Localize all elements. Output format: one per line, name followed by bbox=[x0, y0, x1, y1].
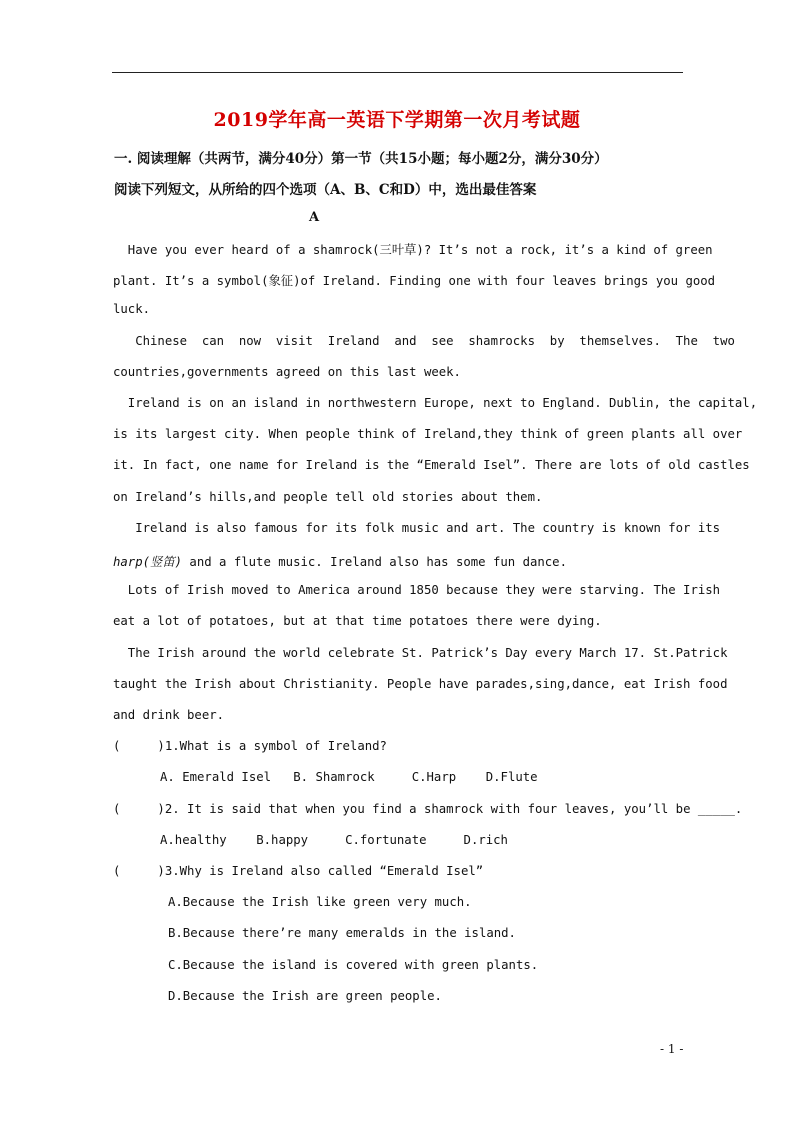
passage-line: and drink beer. bbox=[113, 708, 225, 722]
passage-line: it. In fact, one name for Ireland is the “Emerald Isel”. There are lots of old castles bbox=[113, 458, 750, 472]
passage-line: eat a lot of potatoes, but at that time potatoes there were dying. bbox=[113, 614, 602, 628]
question-3 bbox=[113, 864, 483, 878]
question-1-options: A. Emerald Isel B. Shamrock C.Harp D.Flute bbox=[160, 770, 538, 784]
question-2-options: A.healthy B.happy C.fortunate D.rich bbox=[160, 833, 508, 847]
question-3-option-b: B.Because there’re many emeralds in the island. bbox=[168, 926, 516, 940]
passage-line: on Ireland’s hills,and people tell old stories about them. bbox=[113, 490, 543, 504]
passage-label: A bbox=[308, 210, 320, 225]
question-1 bbox=[113, 739, 387, 753]
passage-line: Ireland is also famous for its folk music and art. The country is known for its bbox=[113, 521, 721, 535]
page-number: - 1 - bbox=[660, 1042, 684, 1056]
answer-blank[interactable]: ( ) bbox=[113, 864, 165, 878]
question-stem: 3.Why is Ireland also called “Emerald Isel” bbox=[164, 864, 484, 878]
passage-line: Have you ever heard of a shamrock(三叶草)? It’s not a rock, it’s a kind of green bbox=[113, 243, 713, 257]
question-3-option-d: D.Because the Irish are green people. bbox=[168, 989, 442, 1003]
passage-line: is its largest city. When people think of Ireland,they think of green plants all over bbox=[113, 427, 743, 441]
passage-line: Lots of Irish moved to America around 1850 because they were starving. The Irish bbox=[113, 583, 721, 597]
passage-line bbox=[113, 552, 567, 570]
passage-line-text: and a flute music. Ireland also has some fun dance. bbox=[189, 555, 567, 569]
passage-line: countries,governments agreed on this last week. bbox=[113, 365, 461, 379]
harp-term: harp(竖笛) bbox=[113, 555, 183, 569]
question-3-option-a: A.Because the Irish like green very much. bbox=[168, 895, 472, 909]
answer-blank[interactable]: ( ) bbox=[113, 739, 165, 753]
passage-line: plant. It’s a symbol(象征)of Ireland. Finding one with four leaves brings you good bbox=[113, 274, 716, 288]
instructions: 阅读下列短文，从所给的四个选项（A、B、C和D）中，选出最佳答案 bbox=[114, 182, 537, 198]
page-title: 2019学年高一英语下学期第一次月考试题 bbox=[213, 109, 581, 131]
answer-blank[interactable]: ( ) bbox=[113, 802, 165, 816]
passage-line: Chinese can now visit Ireland and see shamrocks by themselves. The two bbox=[113, 334, 735, 348]
question-stem: 1.What is a symbol of Ireland? bbox=[164, 739, 387, 753]
header-rule bbox=[112, 72, 683, 73]
question-stem: 2. It is said that when you find a shamrock with four leaves, you’ll be _____. bbox=[164, 802, 743, 816]
passage-line: taught the Irish about Christianity. People have parades,sing,dance, eat Irish food bbox=[113, 677, 728, 691]
question-2 bbox=[113, 802, 742, 816]
passage-line: luck. bbox=[113, 302, 151, 316]
question-3-option-c: C.Because the island is covered with green plants. bbox=[168, 958, 539, 972]
passage-line: The Irish around the world celebrate St. Patrick’s Day every March 17. St.Patrick bbox=[113, 646, 728, 660]
section-heading: 一. 阅读理解（共两节，满分40分）第一节（共15小题；每小题2分，满分30分） bbox=[114, 151, 608, 167]
passage-line: Ireland is on an island in northwestern Europe, next to England. Dublin, the capital, bbox=[113, 396, 758, 410]
